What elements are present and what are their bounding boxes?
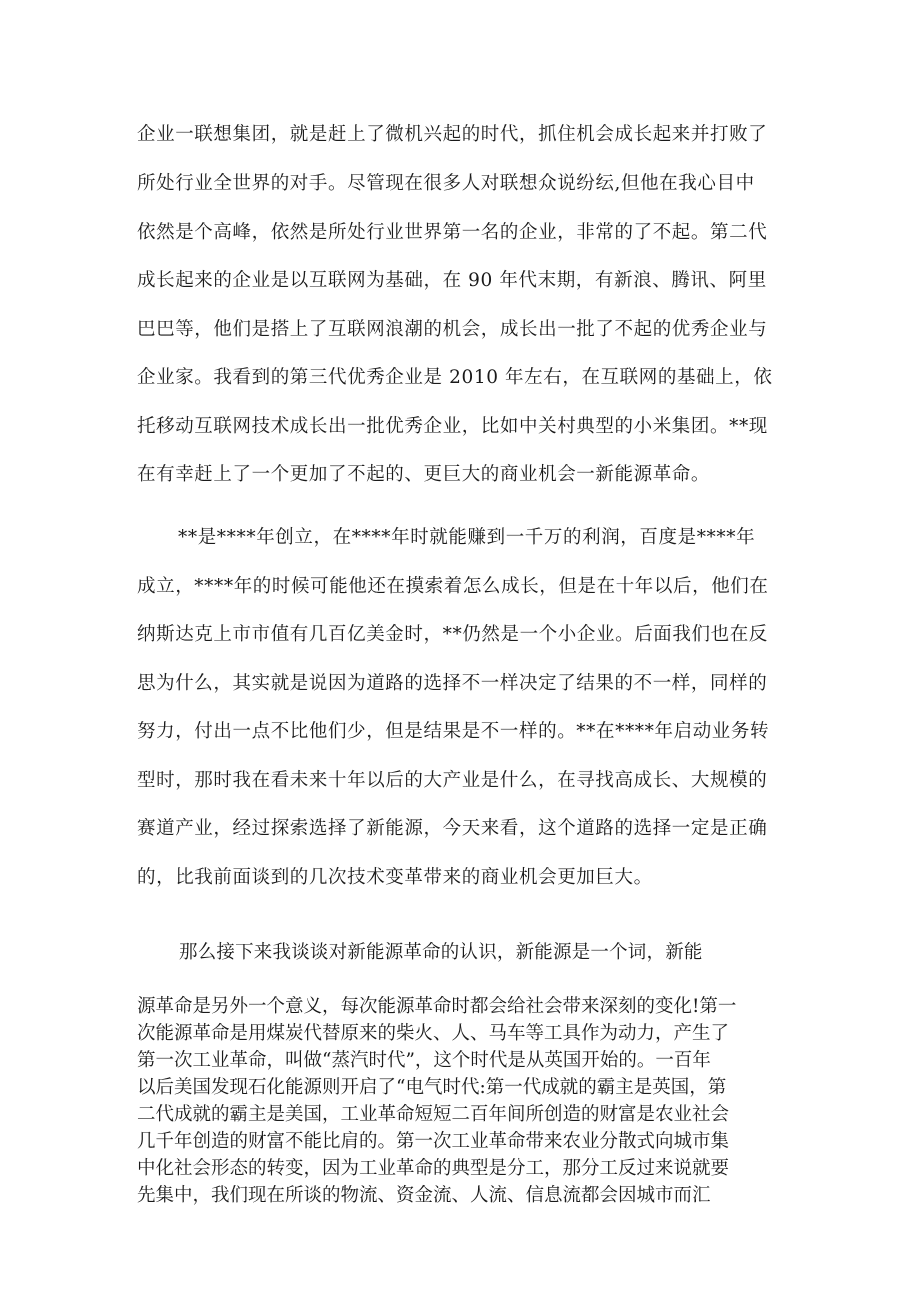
text-line: 努力，付出一点不比他们少，但是结果是不一样的。**在****年启动业务转 xyxy=(137,721,770,742)
text-line: 成长起来的企业是以互联网为基础，在 90 年代末期，有新浪、腾讯、阿里 xyxy=(137,270,767,291)
text-line: 以后美国发现石化能源则开启了“电气时代:第一代成就的霸主是英国，第 xyxy=(137,1077,727,1098)
text-line: 源革命是另外一个意义，每次能源革命时都会给社会带来深刻的变化!第一 xyxy=(137,996,737,1017)
text-line: 托移动互联网技术成长出一批优秀企业，比如中关村典型的小米集团。**现 xyxy=(137,416,768,437)
text-line: 第一次工业革命，叫做“蒸汽时代”，这个时代是从英国开始的。一百年 xyxy=(137,1050,711,1071)
text-line: 次能源革命是用煤炭代替原来的柴火、人、马车等工具作为动力，产生了 xyxy=(137,1023,730,1044)
text-line: 二代成就的霸主是美国，工业革命短短二百年间所创造的财富是农业社会 xyxy=(137,1104,730,1125)
text-line: 几千年创造的财富不能比肩的。第一次工业革命带来农业分散式向城市集 xyxy=(137,1131,730,1152)
text-line: 成立，****年的时候可能他还在摸索着怎么成长，但是在十年以后，他们在 xyxy=(137,576,769,597)
text-line: 巴巴等，他们是搭上了互联网浪潮的机会，成长出一批了不起的优秀企业与 xyxy=(137,319,768,340)
text-line: 所处行业全世界的对手。尽管现在很多人对联想众说纷纭,但他在我心目中 xyxy=(137,173,755,194)
text-line: 企业家。我看到的第三代优秀企业是 2010 年左右，在互联网的基础上，依 xyxy=(137,367,773,388)
text-line: 在有幸赶上了一个更加了不起的、更巨大的商业机会一新能源革命。 xyxy=(137,464,711,485)
text-line: 思为什么，其实就是说因为道路的选择不一样决定了结果的不一样，同样的 xyxy=(137,673,768,694)
text-line: 的，比我前面谈到的几次技术变革带来的商业机会更加巨大。 xyxy=(137,867,653,888)
text-line: 赛道产业，经过探索选择了新能源，今天来看，这个道路的选择一定是正确 xyxy=(137,818,768,839)
text-line: 先集中，我们现在所谈的物流、资金流、人流、信息流都会因城市而汇 xyxy=(137,1185,711,1206)
text-line: 中化社会形态的转变，因为工业革命的典型是分工，那分工反过来说就要 xyxy=(137,1158,730,1179)
text-line: 型时，那时我在看未来十年以后的大产业是什么，在寻找高成长、大规模的 xyxy=(137,770,768,791)
text-line: 企业一联想集团，就是赶上了微机兴起的时代，抓住机会成长起来并打败了 xyxy=(137,124,768,145)
text-line: 依然是个高峰，依然是所处行业世界第一名的企业，非常的了不起。第二代 xyxy=(137,222,768,243)
text-line: 纳斯达克上市市值有几百亿美金时，**仍然是一个小企业。后面我们也在反 xyxy=(137,624,768,645)
text-line: **是****年创立，在****年时就能赚到一千万的利润，百度是****年 xyxy=(178,527,756,548)
text-line: 那么接下来我谈谈对新能源革命的认识，新能源是一个词，新能 xyxy=(179,942,703,963)
